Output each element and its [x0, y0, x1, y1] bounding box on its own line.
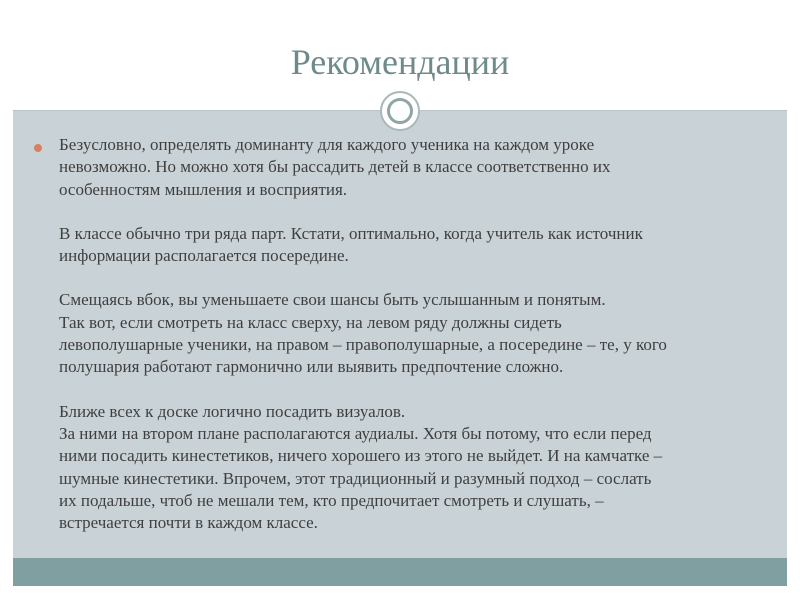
- paragraph-1: Безусловно, определять доминанту для каждого ученика на каждом уроке невозможно. Но можно хотя бы рассадить детей в классе соответственно их особенностям мышления и восприятия.: [59, 135, 611, 199]
- circle-ornament-inner: [387, 98, 413, 124]
- paragraph-4: Ближе всех к доске логично посадить визуалов. За ними на втором плане располагаются аудиалы. Хотя бы потому, что если перед ними посадить кинестетиков, ничего хорошего из этого не выйдет. И на камчатке – шумные кинестетики. Впрочем, этот традиционный и разумный подход – сослать их подальше, чтоб не мешали тем, кто предпочитает смотреть и слушать, – встречается почти в каждом классе.: [59, 401, 663, 533]
- body-text: [59, 134, 764, 556]
- paragraph-3: Смещаясь вбок, вы уменьшаете свои шансы быть услышанным и понятым. Так вот, если смотреть на класс сверху, на левом ряду должны сидеть левополушарные ученики, на правом – правополушарные, а посередине – те, у кого полушария работают гармонично или выявить предпочтение сложно.: [59, 290, 667, 377]
- footer-bar: [13, 558, 787, 586]
- bullet-dot-icon: [34, 144, 42, 152]
- slide-title: Рекомендации: [290, 42, 510, 82]
- paragraph-2: В классе обычно три ряда парт. Кстати, оптимально, когда учитель как источник информации располагается посередине.: [59, 223, 643, 266]
- circle-ornament-icon: [380, 91, 420, 131]
